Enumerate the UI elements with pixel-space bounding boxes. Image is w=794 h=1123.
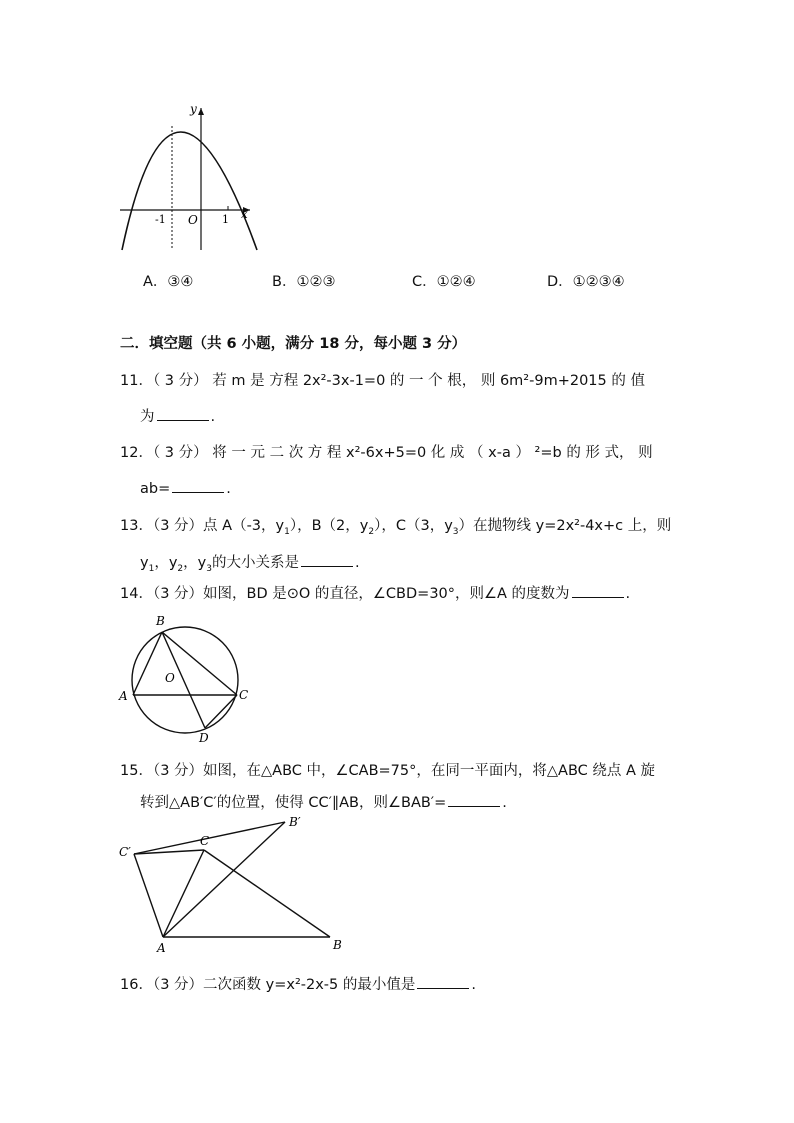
question-13-cont <box>140 551 360 574</box>
answer-blank <box>172 479 224 493</box>
question-11-cont <box>140 405 215 426</box>
segment-c-b <box>204 850 330 937</box>
answer-blank <box>572 584 624 598</box>
q13-sub: 2 <box>177 563 184 574</box>
q13-sub: 2 <box>368 526 375 537</box>
parabola-figure <box>110 100 260 255</box>
answer-blank <box>417 975 469 989</box>
q14-end: . <box>625 586 631 602</box>
answer-blank <box>448 793 500 807</box>
q16-text: 16．（3 分）二次函数 y=x²-2x-5 的最小值是 <box>120 977 416 993</box>
q11-end: . <box>210 409 216 425</box>
point-bprime-label: B′ <box>289 815 301 829</box>
question-12-cont <box>140 479 231 497</box>
segment-cd <box>205 695 237 728</box>
q13-end: . <box>354 555 360 571</box>
q13-cont-part: ，y <box>183 555 207 571</box>
point-cprime-label: C′ <box>119 845 131 859</box>
question-14 <box>120 582 630 603</box>
q15-cont-text: 转到△AB′C′的位置，使得 CC′∥AB，则∠BAB′= <box>140 795 447 811</box>
q13-part: ）在抛物线 y=2x²-4x+c 上，则 <box>458 518 672 534</box>
tick-label-1: 1 <box>222 213 229 226</box>
point-a-label: A <box>157 941 166 955</box>
q13-part: ），B（2，y <box>289 518 369 534</box>
segment-a-bprime <box>163 822 285 937</box>
segment-ab <box>133 632 162 695</box>
option-c: C．①②④ <box>412 274 476 290</box>
point-c-label: C <box>239 688 249 702</box>
segment-bc <box>162 632 237 695</box>
question-15: 15．（3 分）如图，在△ABC 中，∠CAB=75°，在同一平面内，将△ABC 绕点 A 旋 <box>120 763 656 779</box>
q16-end: . <box>471 977 476 993</box>
point-o-label: O <box>165 671 175 685</box>
q13-part: 13．（3 分）点 A（-3，y <box>120 518 285 534</box>
answer-blank <box>301 553 353 567</box>
point-d-label: D <box>199 731 209 745</box>
option-b: B．①②③ <box>272 274 336 290</box>
point-b-label: B <box>333 938 342 952</box>
answer-blank <box>157 407 209 421</box>
tick-label-neg1: -1 <box>155 213 166 226</box>
question-15-cont <box>140 791 507 812</box>
parabola-curve <box>122 132 257 250</box>
origin-label: O <box>188 213 198 227</box>
q13-part: ），C（3，y <box>374 518 453 534</box>
q13-sub: 1 <box>284 526 290 537</box>
q13-sub: 1 <box>148 563 155 574</box>
question-16 <box>120 973 476 994</box>
segment-cprime-bprime <box>134 822 285 854</box>
point-a-label: A <box>119 689 128 703</box>
section-title: 二．填空题（共 6 小题，满分 18 分，每小题 3 分） <box>120 336 467 352</box>
option-d: D．①②③④ <box>547 274 625 290</box>
q12-end: . <box>226 481 231 497</box>
q15-end: . <box>502 795 507 811</box>
q13-cont-part: ，y <box>154 555 178 571</box>
q11-cont-text: 为 <box>140 409 155 425</box>
q13-cont-part: 的大小关系是 <box>211 555 299 571</box>
triangle-figure <box>115 812 355 957</box>
point-b-label: B <box>156 614 165 628</box>
question-13 <box>120 514 671 537</box>
option-a: A．③④ <box>143 274 194 290</box>
question-12: 12．（ 3 分） 将 一 元 二 次 方 程 x²-6x+5=0 化 成 （ x-a ） ²=b 的 形 式， 则 <box>120 445 653 461</box>
question-11: 11．（ 3 分） 若 m 是 方程 2x²-3x-1=0 的 一 个 根， 则 6m²-9m+2015 的 值 <box>120 373 645 389</box>
q13-cont-part: y <box>140 555 149 571</box>
segment-c-a <box>163 850 204 937</box>
point-c-label: C <box>200 834 210 848</box>
q12-cont-text: ab= <box>140 481 171 497</box>
circle-figure <box>115 610 255 745</box>
y-axis-arrow <box>198 108 204 115</box>
q14-text: 14．（3 分）如图，BD 是⊙O 的直径，∠CBD=30°，则∠A 的度数为 <box>120 586 570 602</box>
x-axis-label: x <box>241 207 248 221</box>
circle-o <box>132 627 238 733</box>
q13-sub: 3 <box>452 526 459 537</box>
segment-cprime-a <box>134 854 163 937</box>
y-axis-label: y <box>190 102 197 116</box>
q13-sub: 3 <box>206 563 212 574</box>
